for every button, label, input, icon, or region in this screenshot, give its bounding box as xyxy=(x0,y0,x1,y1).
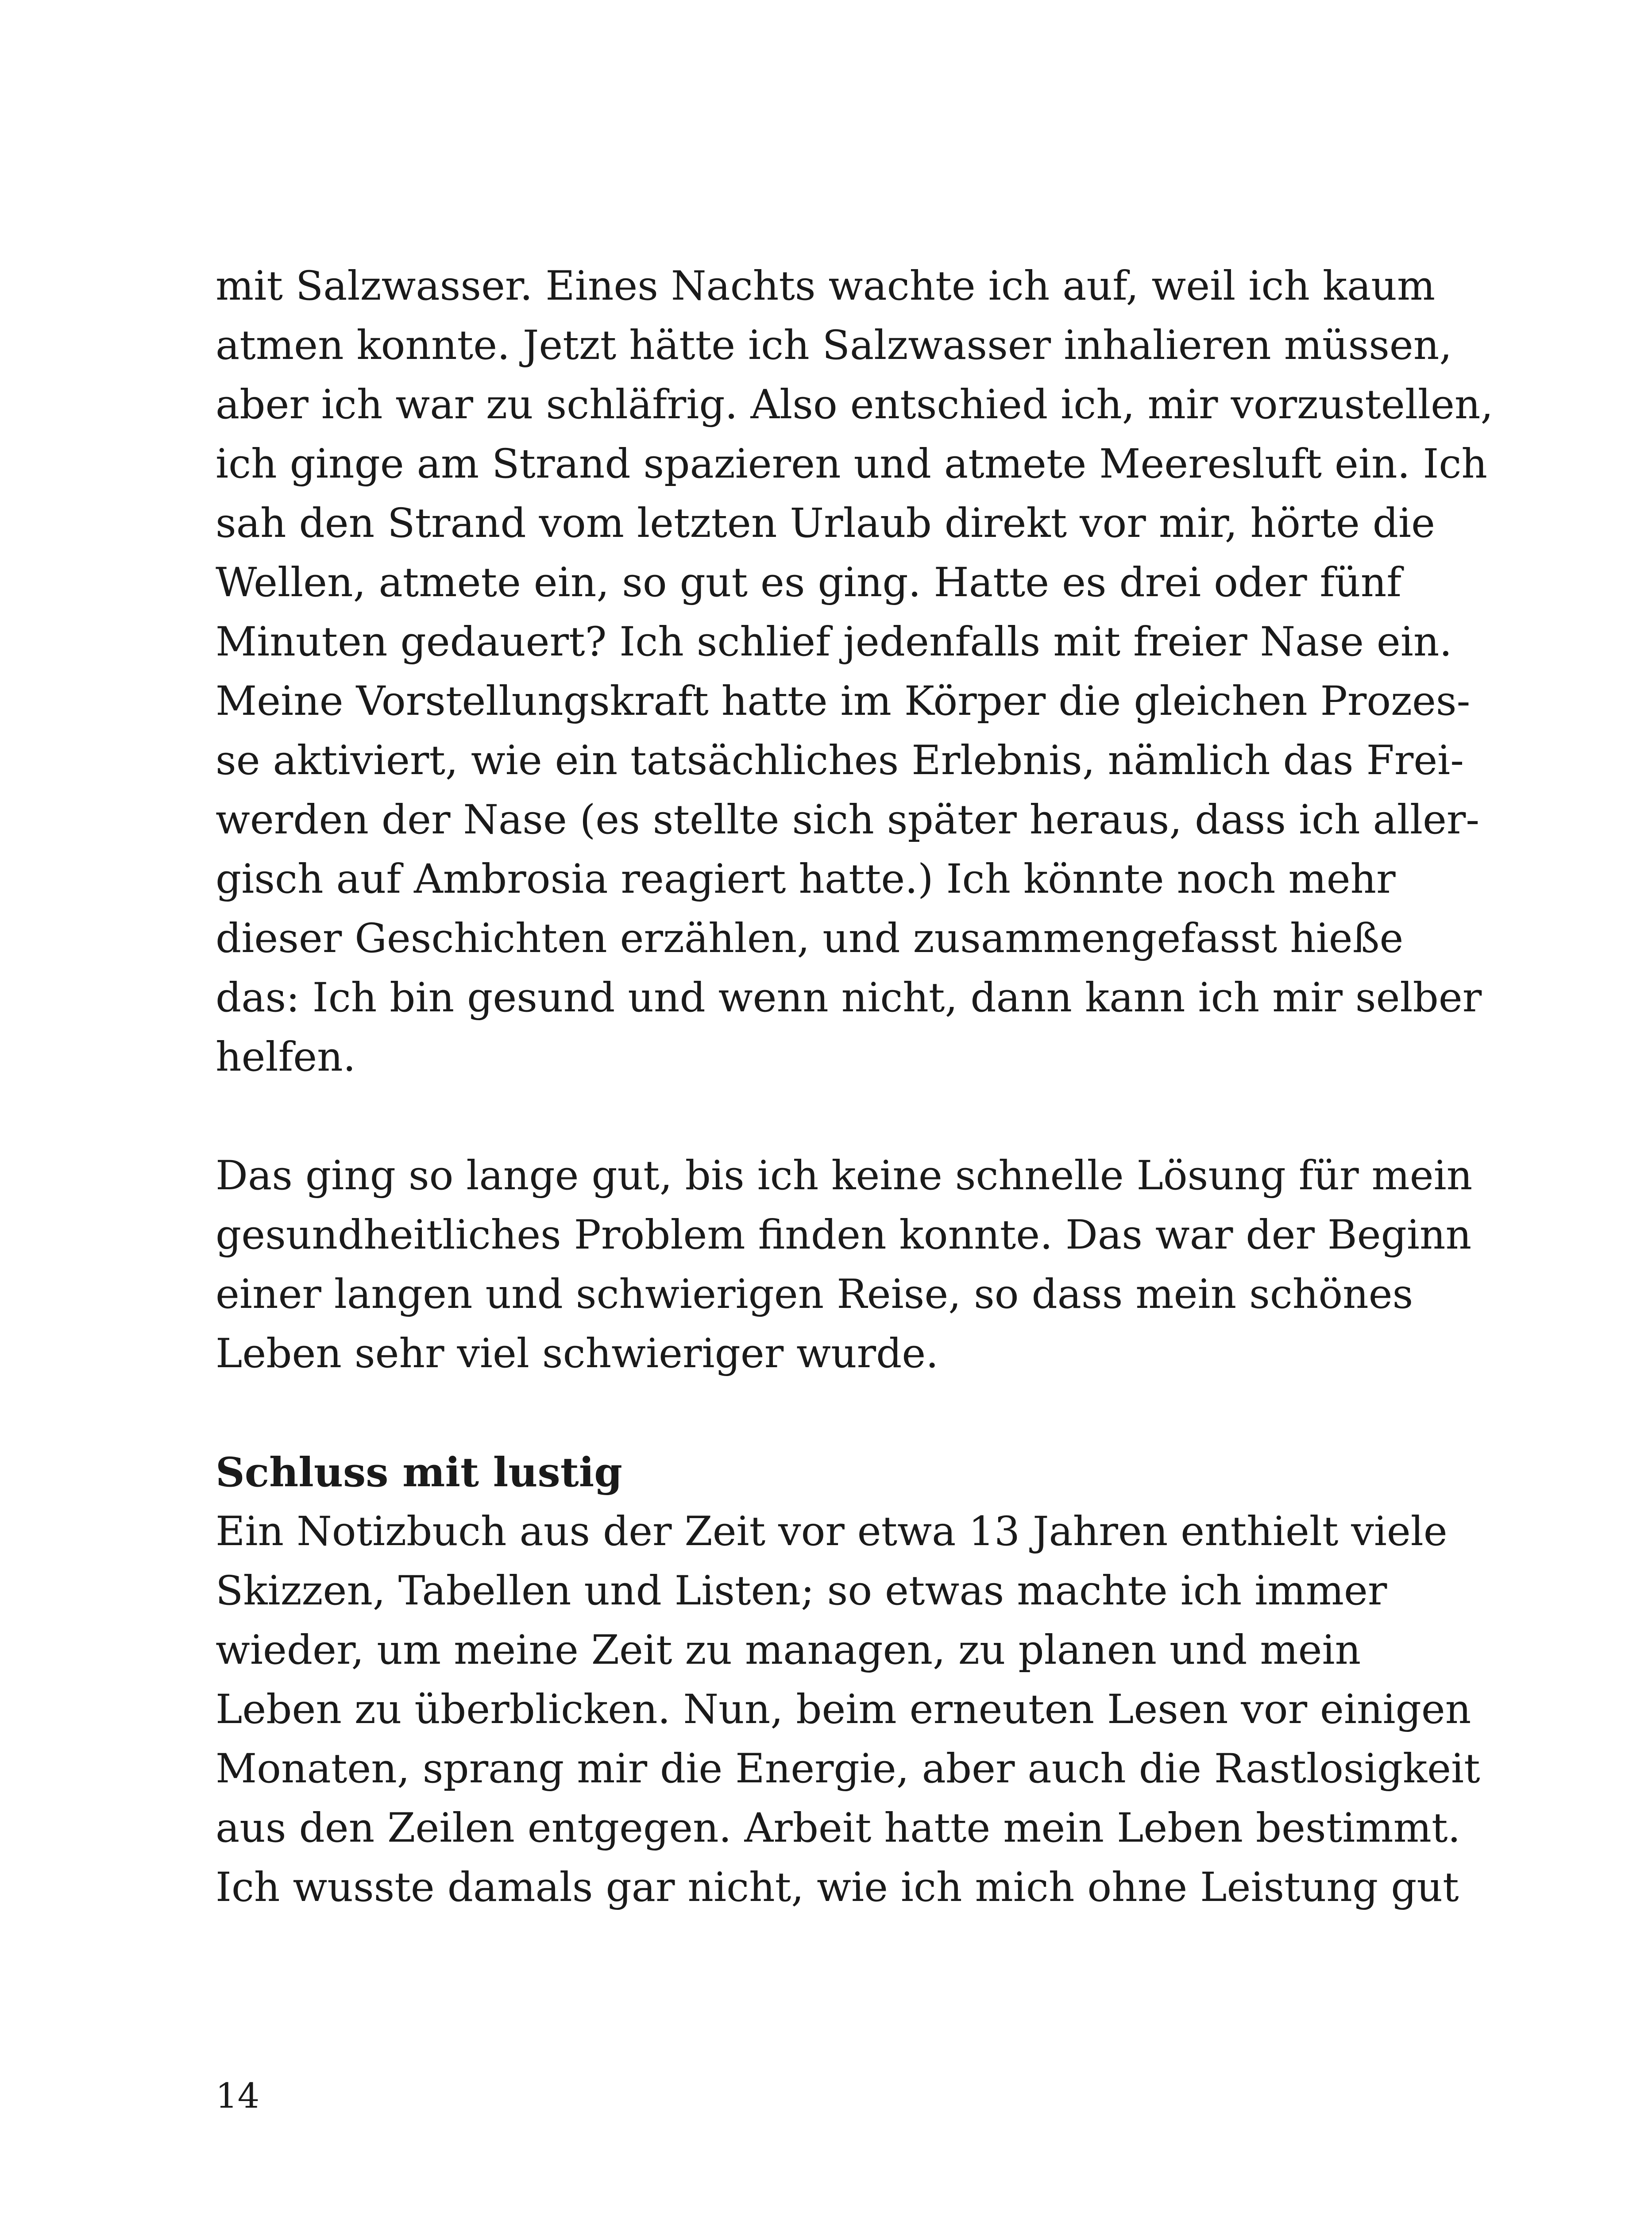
text-line: Minuten gedauert? Ich schlief jedenfalls mit freier Nase ein. xyxy=(216,619,1452,665)
text-line: gesundheitliches Problem finden konnte. Das war der Beginn xyxy=(216,1212,1472,1258)
text-line: Wellen, atmete ein, so gut es ging. Hatte es drei oder fünf xyxy=(216,559,1402,606)
body-text xyxy=(216,257,1494,1917)
text-line: se aktiviert, wie ein tatsächliches Erlebnis, nämlich das Frei- xyxy=(216,737,1464,784)
text-line: atmen konnte. Jetzt hätte ich Salzwasser inhalieren müssen, xyxy=(216,322,1452,369)
text-line: wieder, um meine Zeit zu managen, zu planen und mein xyxy=(216,1627,1361,1673)
text-line: Meine Vorstellungskraft hatte im Körper die gleichen Prozes- xyxy=(216,678,1471,725)
text-line: Ich wusste damals gar nicht, wie ich mich ohne Leistung gut xyxy=(216,1864,1459,1911)
text-line: Ein Notizbuch aus der Zeit vor etwa 13 Jahren enthielt viele xyxy=(216,1508,1447,1555)
text-line: gisch auf Ambrosia reagiert hatte.) Ich könnte noch mehr xyxy=(216,856,1396,902)
paragraph xyxy=(216,1146,1473,1384)
page-number: 14 xyxy=(216,2076,260,2116)
section-heading: Schluss mit lustig xyxy=(216,1449,622,1496)
text-line: aber ich war zu schläfrig. Also entschied ich, mir vorzustellen, xyxy=(216,382,1494,428)
paragraph xyxy=(216,257,1494,1087)
text-line: aus den Zeilen entgegen. Arbeit hatte mein Leben bestimmt. xyxy=(216,1805,1461,1851)
text-line: Skizzen, Tabellen und Listen; so etwas machte ich immer xyxy=(216,1568,1387,1614)
paragraph-spacer xyxy=(216,1087,1339,1146)
text-line: sah den Strand vom letzten Urlaub direkt vor mir, hörte die xyxy=(216,500,1435,547)
text-line: Monaten, sprang mir die Energie, aber auch die Rastlosigkeit xyxy=(216,1746,1480,1792)
text-line: werden der Nase (es stellte sich später heraus, dass ich aller- xyxy=(216,797,1480,843)
text-line: Leben zu überblicken. Nun, beim erneuten Lesen vor einigen xyxy=(216,1686,1471,1733)
text-line: ich ginge am Strand spazieren und atmete Meeresluft ein. Ich xyxy=(216,441,1487,487)
paragraph-spacer xyxy=(216,1384,1339,1443)
text-line: mit Salzwasser. Eines Nachts wachte ich auf, weil ich kaum xyxy=(216,263,1436,309)
text-line: das: Ich bin gesund und wenn nicht, dann kann ich mir selber xyxy=(216,975,1482,1021)
text-line: Das ging so lange gut, bis ich keine schnelle Lösung für mein xyxy=(216,1153,1473,1199)
section xyxy=(216,1443,1480,1917)
text-line: Leben sehr viel schwieriger wurde. xyxy=(216,1330,939,1377)
text-line: helfen. xyxy=(216,1034,356,1080)
text-line: einer langen und schwierigen Reise, so dass mein schönes xyxy=(216,1271,1413,1318)
text-line: dieser Geschichten erzählen, und zusammengefasst hieße xyxy=(216,915,1404,962)
